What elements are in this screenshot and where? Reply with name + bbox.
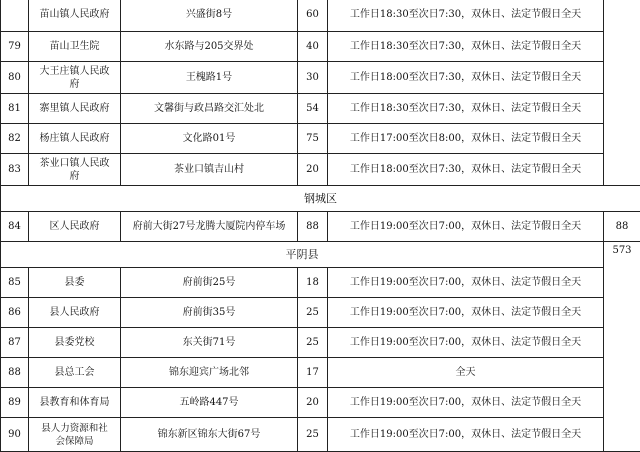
unit-name: 县教育和体育局 (29, 388, 121, 418)
open-hours: 工作日18:30至次日7:30，双休日、法定节假日全天 (328, 0, 604, 32)
space-count: 25 (298, 328, 328, 358)
section-header-row (1, 186, 640, 212)
table-row (1, 418, 640, 452)
open-hours: 工作日17:00至次日8:00，双休日、法定节假日全天 (328, 124, 604, 154)
row-number (1, 0, 29, 32)
table-row (1, 358, 640, 388)
address: 东关街71号 (121, 328, 298, 358)
unit-name: 苗山镇人民政府 (29, 0, 121, 32)
unit-name: 大王庄镇人民政府 (29, 62, 121, 94)
space-count: 17 (298, 358, 328, 388)
address: 文馨街与政昌路交汇处北 (121, 94, 298, 124)
open-hours: 工作日19:00至次日7:00，双休日、法定节假日全天 (328, 212, 604, 242)
open-hours: 工作日18:00至次日7:30，双休日、法定节假日全天 (328, 154, 604, 186)
table-row (1, 154, 640, 186)
table-row (1, 0, 640, 32)
section-header-row (1, 242, 640, 268)
table-row (1, 62, 640, 94)
open-hours: 工作日19:00至次日7:00，双休日、法定节假日全天 (328, 328, 604, 358)
address: 锦东新区锦东大街67号 (121, 418, 298, 452)
space-count: 75 (298, 124, 328, 154)
row-number: 86 (1, 298, 29, 328)
row-number: 90 (1, 418, 29, 452)
table-row (1, 212, 640, 242)
district-total: 573 (604, 242, 640, 452)
space-count: 40 (298, 32, 328, 62)
unit-name: 县人力资源和社会保障局 (29, 418, 121, 452)
address: 锦东迎宾广场北邻 (121, 358, 298, 388)
table-row (1, 124, 640, 154)
row-number: 83 (1, 154, 29, 186)
row-number: 79 (1, 32, 29, 62)
table-row (1, 328, 640, 358)
address: 茶业口镇吉山村 (121, 154, 298, 186)
unit-name: 县总工会 (29, 358, 121, 388)
row-number: 88 (1, 358, 29, 388)
unit-name: 县人民政府 (29, 298, 121, 328)
unit-name: 苗山卫生院 (29, 32, 121, 62)
address: 府前街25号 (121, 268, 298, 298)
space-count: 18 (298, 268, 328, 298)
space-count: 54 (298, 94, 328, 124)
table-row (1, 268, 640, 298)
address: 王槐路1号 (121, 62, 298, 94)
address: 府前大街27号龙腾大厦院内停车场 (121, 212, 298, 242)
space-count: 25 (298, 298, 328, 328)
table-row (1, 32, 640, 62)
row-number: 80 (1, 62, 29, 94)
address: 府前街35号 (121, 298, 298, 328)
table-row (1, 388, 640, 418)
space-count: 30 (298, 62, 328, 94)
unit-name: 县委 (29, 268, 121, 298)
row-number: 89 (1, 388, 29, 418)
row-number: 82 (1, 124, 29, 154)
table-row (1, 94, 640, 124)
unit-name: 杨庄镇人民政府 (29, 124, 121, 154)
row-number: 81 (1, 94, 29, 124)
space-count: 20 (298, 154, 328, 186)
open-hours: 工作日18:30至次日7:30，双休日、法定节假日全天 (328, 32, 604, 62)
address: 文化路01号 (121, 124, 298, 154)
unit-name: 区人民政府 (29, 212, 121, 242)
unit-name: 县委党校 (29, 328, 121, 358)
space-count: 88 (298, 212, 328, 242)
district-heading: 平阴县 (1, 242, 604, 268)
open-hours: 工作日19:00至次日7:00，双休日、法定节假日全天 (328, 388, 604, 418)
space-count: 60 (298, 0, 328, 32)
row-number: 87 (1, 328, 29, 358)
unit-name: 茶业口镇人民政府 (29, 154, 121, 186)
row-number: 85 (1, 268, 29, 298)
space-count: 20 (298, 388, 328, 418)
table-row (1, 298, 640, 328)
district-heading: 钢城区 (1, 186, 640, 212)
row-number: 84 (1, 212, 29, 242)
space-count: 25 (298, 418, 328, 452)
address: 兴盛街8号 (121, 0, 298, 32)
address: 水东路与205交界处 (121, 32, 298, 62)
open-hours: 工作日18:00至次日7:30，双休日、法定节假日全天 (328, 62, 604, 94)
subtotal-cell (604, 0, 640, 186)
open-hours: 工作日18:30至次日7:30，双休日、法定节假日全天 (328, 94, 604, 124)
open-hours: 工作日19:00至次日7:00，双休日、法定节假日全天 (328, 418, 604, 452)
district-total: 88 (604, 212, 640, 242)
open-hours: 工作日19:00至次日7:00，双休日、法定节假日全天 (328, 298, 604, 328)
open-hours: 工作日19:00至次日7:00，双休日、法定节假日全天 (328, 268, 604, 298)
open-hours: 全天 (328, 358, 604, 388)
address: 五岭路447号 (121, 388, 298, 418)
unit-name: 寨里镇人民政府 (29, 94, 121, 124)
